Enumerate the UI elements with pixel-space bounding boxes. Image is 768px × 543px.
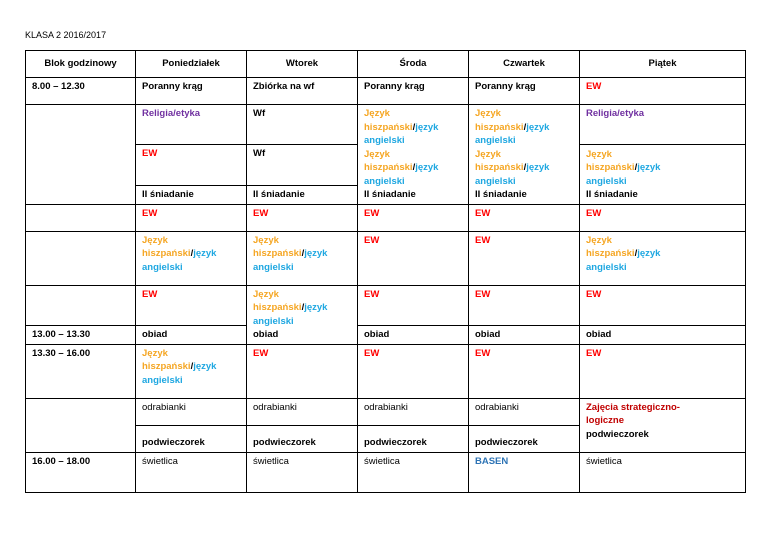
header-tue: Wtorek xyxy=(247,51,358,78)
language-cell: Język hiszpański/język angielski xyxy=(580,231,746,285)
cell: EW xyxy=(358,231,469,285)
table-row xyxy=(26,452,746,492)
cell: EW xyxy=(247,204,358,231)
table-row xyxy=(26,398,746,425)
time-cell: 13.00 – 13.30 xyxy=(26,325,136,344)
language-cell: Język hiszpański/język angielski xyxy=(136,344,247,398)
cell: EW xyxy=(358,344,469,398)
cell: BASEN xyxy=(469,452,580,492)
cell: EW xyxy=(469,204,580,231)
time-cell xyxy=(26,105,136,205)
language-cell: Język hiszpański/język angielski II śniadanie xyxy=(580,145,746,205)
schedule-table xyxy=(25,50,746,493)
table-row xyxy=(26,204,746,231)
cell: odrabianki xyxy=(469,398,580,425)
cell: EW xyxy=(469,285,580,325)
cell: odrabianki xyxy=(358,398,469,425)
header-mon: Poniedziałek xyxy=(136,51,247,78)
language-cell: Język hiszpański/język angielski Język hiszpański/język angielski II śniadanie xyxy=(358,105,469,205)
table-row xyxy=(26,344,746,398)
cell: odrabianki xyxy=(247,398,358,425)
time-cell xyxy=(26,231,136,285)
cell: świetlica xyxy=(247,452,358,492)
cell: Poranny krąg xyxy=(469,78,580,105)
cell: Poranny krąg xyxy=(358,78,469,105)
header-blok: Blok godzinowy xyxy=(26,51,136,78)
cell: EW xyxy=(358,204,469,231)
cell: Wf xyxy=(247,145,358,186)
language-cell: Język hiszpański/język angielski xyxy=(136,231,247,285)
cell: świetlica xyxy=(358,452,469,492)
language-cell: Język hiszpański/język angielski obiad xyxy=(247,285,358,344)
cell: obiad xyxy=(469,325,580,344)
cell: EW xyxy=(580,285,746,325)
time-cell xyxy=(26,398,136,452)
cell: EW xyxy=(580,204,746,231)
cell: EW xyxy=(247,344,358,398)
cell: podwieczorek xyxy=(247,425,358,452)
cell: świetlica xyxy=(136,452,247,492)
cell: Wf xyxy=(247,105,358,145)
cell: odrabianki xyxy=(136,398,247,425)
cell: II śniadanie xyxy=(136,185,247,204)
cell: obiad xyxy=(580,325,746,344)
cell: Religia/etyka xyxy=(136,105,247,145)
language-cell: Zajęcia strategiczno-logiczne podwieczorek xyxy=(580,398,746,452)
cell: świetlica xyxy=(580,452,746,492)
cell: EW xyxy=(469,231,580,285)
cell: podwieczorek xyxy=(358,425,469,452)
cell: EW xyxy=(469,344,580,398)
header-wed: Środa xyxy=(358,51,469,78)
time-cell xyxy=(26,204,136,231)
cell: podwieczorek xyxy=(469,425,580,452)
table-row xyxy=(26,105,746,145)
header-fri: Piątek xyxy=(580,51,746,78)
cell: EW xyxy=(136,285,247,325)
table-row xyxy=(26,285,746,325)
cell: EW xyxy=(136,145,247,186)
cell: obiad xyxy=(136,325,247,344)
cell: Religia/etyka xyxy=(580,105,746,145)
language-cell: Język hiszpański/język angielski Język hiszpański/język angielski II śniadanie xyxy=(469,105,580,205)
language-cell: Język hiszpański/język angielski xyxy=(247,231,358,285)
table-row xyxy=(26,231,746,285)
header-row xyxy=(26,51,746,78)
cell: Zbiórka na wf xyxy=(247,78,358,105)
cell: EW xyxy=(358,285,469,325)
time-cell xyxy=(26,285,136,325)
cell: obiad xyxy=(358,325,469,344)
cell: Poranny krąg xyxy=(136,78,247,105)
cell: EW xyxy=(580,344,746,398)
cell: II śniadanie xyxy=(247,185,358,204)
cell: podwieczorek xyxy=(136,425,247,452)
table-row xyxy=(26,78,746,105)
header-thu: Czwartek xyxy=(469,51,580,78)
time-cell: 13.30 – 16.00 xyxy=(26,344,136,398)
document-title: KLASA 2 2016/2017 xyxy=(25,30,107,40)
time-cell: 8.00 – 12.30 xyxy=(26,78,136,105)
time-cell: 16.00 – 18.00 xyxy=(26,452,136,492)
cell: EW xyxy=(136,204,247,231)
table-row xyxy=(26,325,746,344)
cell: EW xyxy=(580,78,746,105)
